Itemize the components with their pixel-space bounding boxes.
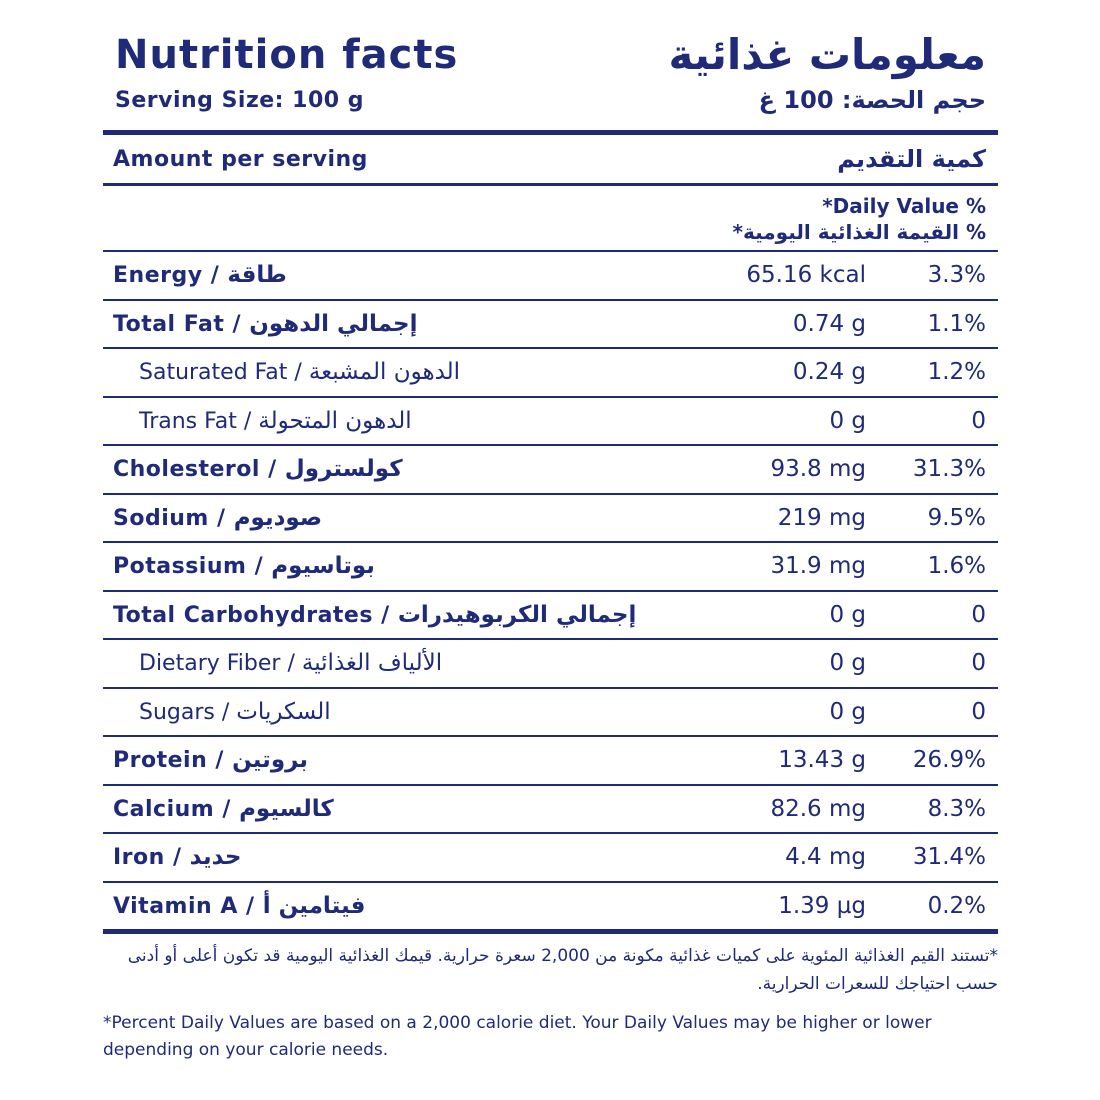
- title-arabic: معلومات غذائية: [668, 30, 986, 79]
- nutrition-facts-panel: [103, 30, 998, 934]
- nutrient-amount: 65.16 kcal: [746, 262, 866, 288]
- nutrient-label: [139, 689, 331, 736]
- amount-per-serving-english: Amount per serving: [113, 147, 368, 172]
- nutrient-label: [113, 301, 417, 348]
- nutrient-label: [113, 252, 287, 299]
- nutrient-name-english: Sugars: [139, 699, 215, 725]
- nutrient-name-english: Saturated Fat: [139, 360, 288, 385]
- nutrient-row: [103, 301, 998, 348]
- label-separator: /: [214, 699, 237, 725]
- nutrient-label: [113, 592, 636, 639]
- nutrient-name-arabic: إجمالي الدهون: [249, 310, 418, 337]
- nutrient-name-arabic: الألياف الغذائية: [301, 650, 443, 676]
- nutrient-name-english: Trans Fat: [139, 408, 237, 434]
- nutrient-row: [103, 786, 998, 833]
- label-separator: /: [224, 311, 250, 337]
- label-separator: /: [280, 651, 302, 676]
- nutrient-row: [103, 737, 998, 784]
- nutrient-daily-value: 0: [971, 601, 986, 628]
- nutrient-name-arabic: حديد: [189, 844, 242, 870]
- nutrient-row: [103, 883, 998, 930]
- nutrient-daily-value: 0: [971, 650, 986, 676]
- nutrient-name-arabic: الدهون المشبعة: [308, 359, 461, 385]
- serving-size-english: Serving Size: 100 g: [115, 88, 364, 113]
- nutrient-row: [103, 834, 998, 881]
- daily-value-english: *Daily Value %: [822, 194, 986, 218]
- nutrient-daily-value: 0.2%: [927, 892, 986, 919]
- footnote-english: *Percent Daily Values are based on a 2,000 calorie diet. Your Daily Values may be higher or lower depending on your calorie needs.: [103, 1013, 932, 1060]
- nutrient-name-english: Cholesterol: [113, 457, 260, 482]
- nutrient-name-english: Energy: [113, 263, 203, 288]
- nutrient-amount: 0 g: [829, 601, 866, 628]
- nutrient-amount: 0 g: [829, 650, 866, 676]
- nutrient-row: [103, 640, 998, 687]
- nutrient-daily-value: 8.3%: [927, 795, 986, 822]
- nutrient-daily-value: 1.1%: [927, 310, 986, 337]
- label-separator: /: [202, 263, 228, 288]
- nutrient-label: [113, 883, 365, 930]
- nutrient-amount: 4.4 mg: [785, 844, 866, 870]
- nutrient-name-english: Sodium: [113, 505, 209, 531]
- nutrient-label: [139, 640, 442, 687]
- nutrient-row: [103, 689, 998, 736]
- footnote-arabic: *تستند القيم الغذائية المئوية على كميات غذائية مكونة من 2,000 سعرة حرارية. قيمك الغذائية اليومية قد تكون أعلى أو أدنى حسب احتياجك للسعرات الحرارية.: [127, 946, 998, 994]
- nutrient-name-english: Total Carbohydrates: [113, 602, 373, 628]
- nutrient-daily-value: 1.2%: [927, 359, 986, 385]
- nutrient-name-english: Calcium: [113, 796, 215, 822]
- nutrient-label: [113, 446, 403, 493]
- row-divider: [103, 929, 998, 934]
- nutrient-row: [103, 446, 998, 493]
- nutrient-name-english: Total Fat: [113, 311, 225, 337]
- nutrient-daily-value: 26.9%: [912, 747, 986, 773]
- nutrient-label: [113, 786, 334, 833]
- nutrient-name-english: Vitamin A: [113, 893, 238, 919]
- nutrient-amount: 0 g: [829, 698, 866, 725]
- label-separator: /: [208, 505, 234, 531]
- nutrient-table: [103, 252, 998, 934]
- nutrient-name-arabic: كالسيوم: [239, 795, 334, 822]
- nutrition-header: [103, 30, 998, 130]
- nutrient-name-english: Dietary Fiber: [139, 651, 281, 676]
- label-separator: /: [164, 845, 190, 870]
- label-separator: /: [236, 408, 259, 434]
- nutrient-name-arabic: فيتامين أ: [262, 892, 366, 919]
- nutrient-amount: 93.8 mg: [770, 456, 866, 482]
- nutrient-row: [103, 592, 998, 639]
- nutrient-label: [139, 398, 412, 445]
- nutrient-amount: 82.6 mg: [770, 795, 866, 822]
- nutrient-name-arabic: طاقة: [227, 262, 287, 288]
- nutrient-daily-value: 0: [971, 698, 986, 725]
- label-separator: /: [246, 554, 272, 579]
- nutrient-row: [103, 398, 998, 445]
- label-separator: /: [214, 796, 240, 822]
- nutrient-daily-value: 0: [971, 407, 986, 434]
- nutrient-row: [103, 252, 998, 299]
- nutrient-amount: 13.43 g: [778, 747, 866, 773]
- nutrient-name-english: Protein: [113, 748, 208, 773]
- title-english: Nutrition facts: [115, 32, 459, 78]
- nutrient-name-arabic: صوديوم: [233, 504, 323, 531]
- nutrient-amount: 219 mg: [777, 504, 866, 531]
- nutrient-amount: 1.39 µg: [778, 892, 866, 919]
- nutrient-amount: 31.9 mg: [770, 553, 866, 579]
- nutrient-amount: 0.24 g: [792, 359, 866, 385]
- nutrient-name-arabic: السكريات: [236, 698, 331, 725]
- nutrient-daily-value: 1.6%: [927, 553, 986, 579]
- label-separator: /: [372, 602, 398, 628]
- nutrient-daily-value: 3.3%: [927, 262, 986, 288]
- amount-per-serving-row: [103, 135, 998, 183]
- nutrient-label: [113, 495, 322, 542]
- nutrient-daily-value: 9.5%: [927, 504, 986, 531]
- nutrient-label: [113, 737, 308, 784]
- nutrient-row: [103, 543, 998, 590]
- label-separator: /: [207, 748, 233, 773]
- nutrient-amount: 0 g: [829, 407, 866, 434]
- nutrient-row: [103, 349, 998, 396]
- label-separator: /: [237, 893, 263, 919]
- nutrient-name-arabic: بوتاسيوم: [271, 553, 375, 579]
- nutrient-daily-value: 31.4%: [912, 844, 986, 870]
- label-separator: /: [259, 457, 285, 482]
- daily-value-header: [103, 186, 998, 250]
- nutrient-label: [113, 834, 241, 881]
- nutrient-daily-value: 31.3%: [912, 456, 986, 482]
- nutrient-amount: 0.74 g: [792, 310, 866, 337]
- nutrient-name-arabic: إجمالي الكربوهيدرات: [397, 601, 637, 628]
- nutrient-name-arabic: كولسترول: [284, 456, 403, 482]
- nutrient-name-english: Potassium: [113, 554, 247, 579]
- daily-value-arabic: % القيمة الغذائية اليومية*: [732, 220, 986, 244]
- nutrient-name-arabic: الدهون المتحولة: [258, 407, 412, 434]
- nutrient-name-english: Iron: [113, 845, 165, 870]
- nutrient-row: [103, 495, 998, 542]
- amount-per-serving-arabic: كمية التقديم: [837, 145, 986, 173]
- serving-size-arabic: حجم الحصة: 100 غ: [758, 86, 986, 114]
- nutrient-name-arabic: بروتين: [232, 747, 309, 773]
- nutrient-label: [113, 543, 375, 590]
- label-separator: /: [287, 360, 309, 385]
- nutrient-label: [139, 349, 460, 396]
